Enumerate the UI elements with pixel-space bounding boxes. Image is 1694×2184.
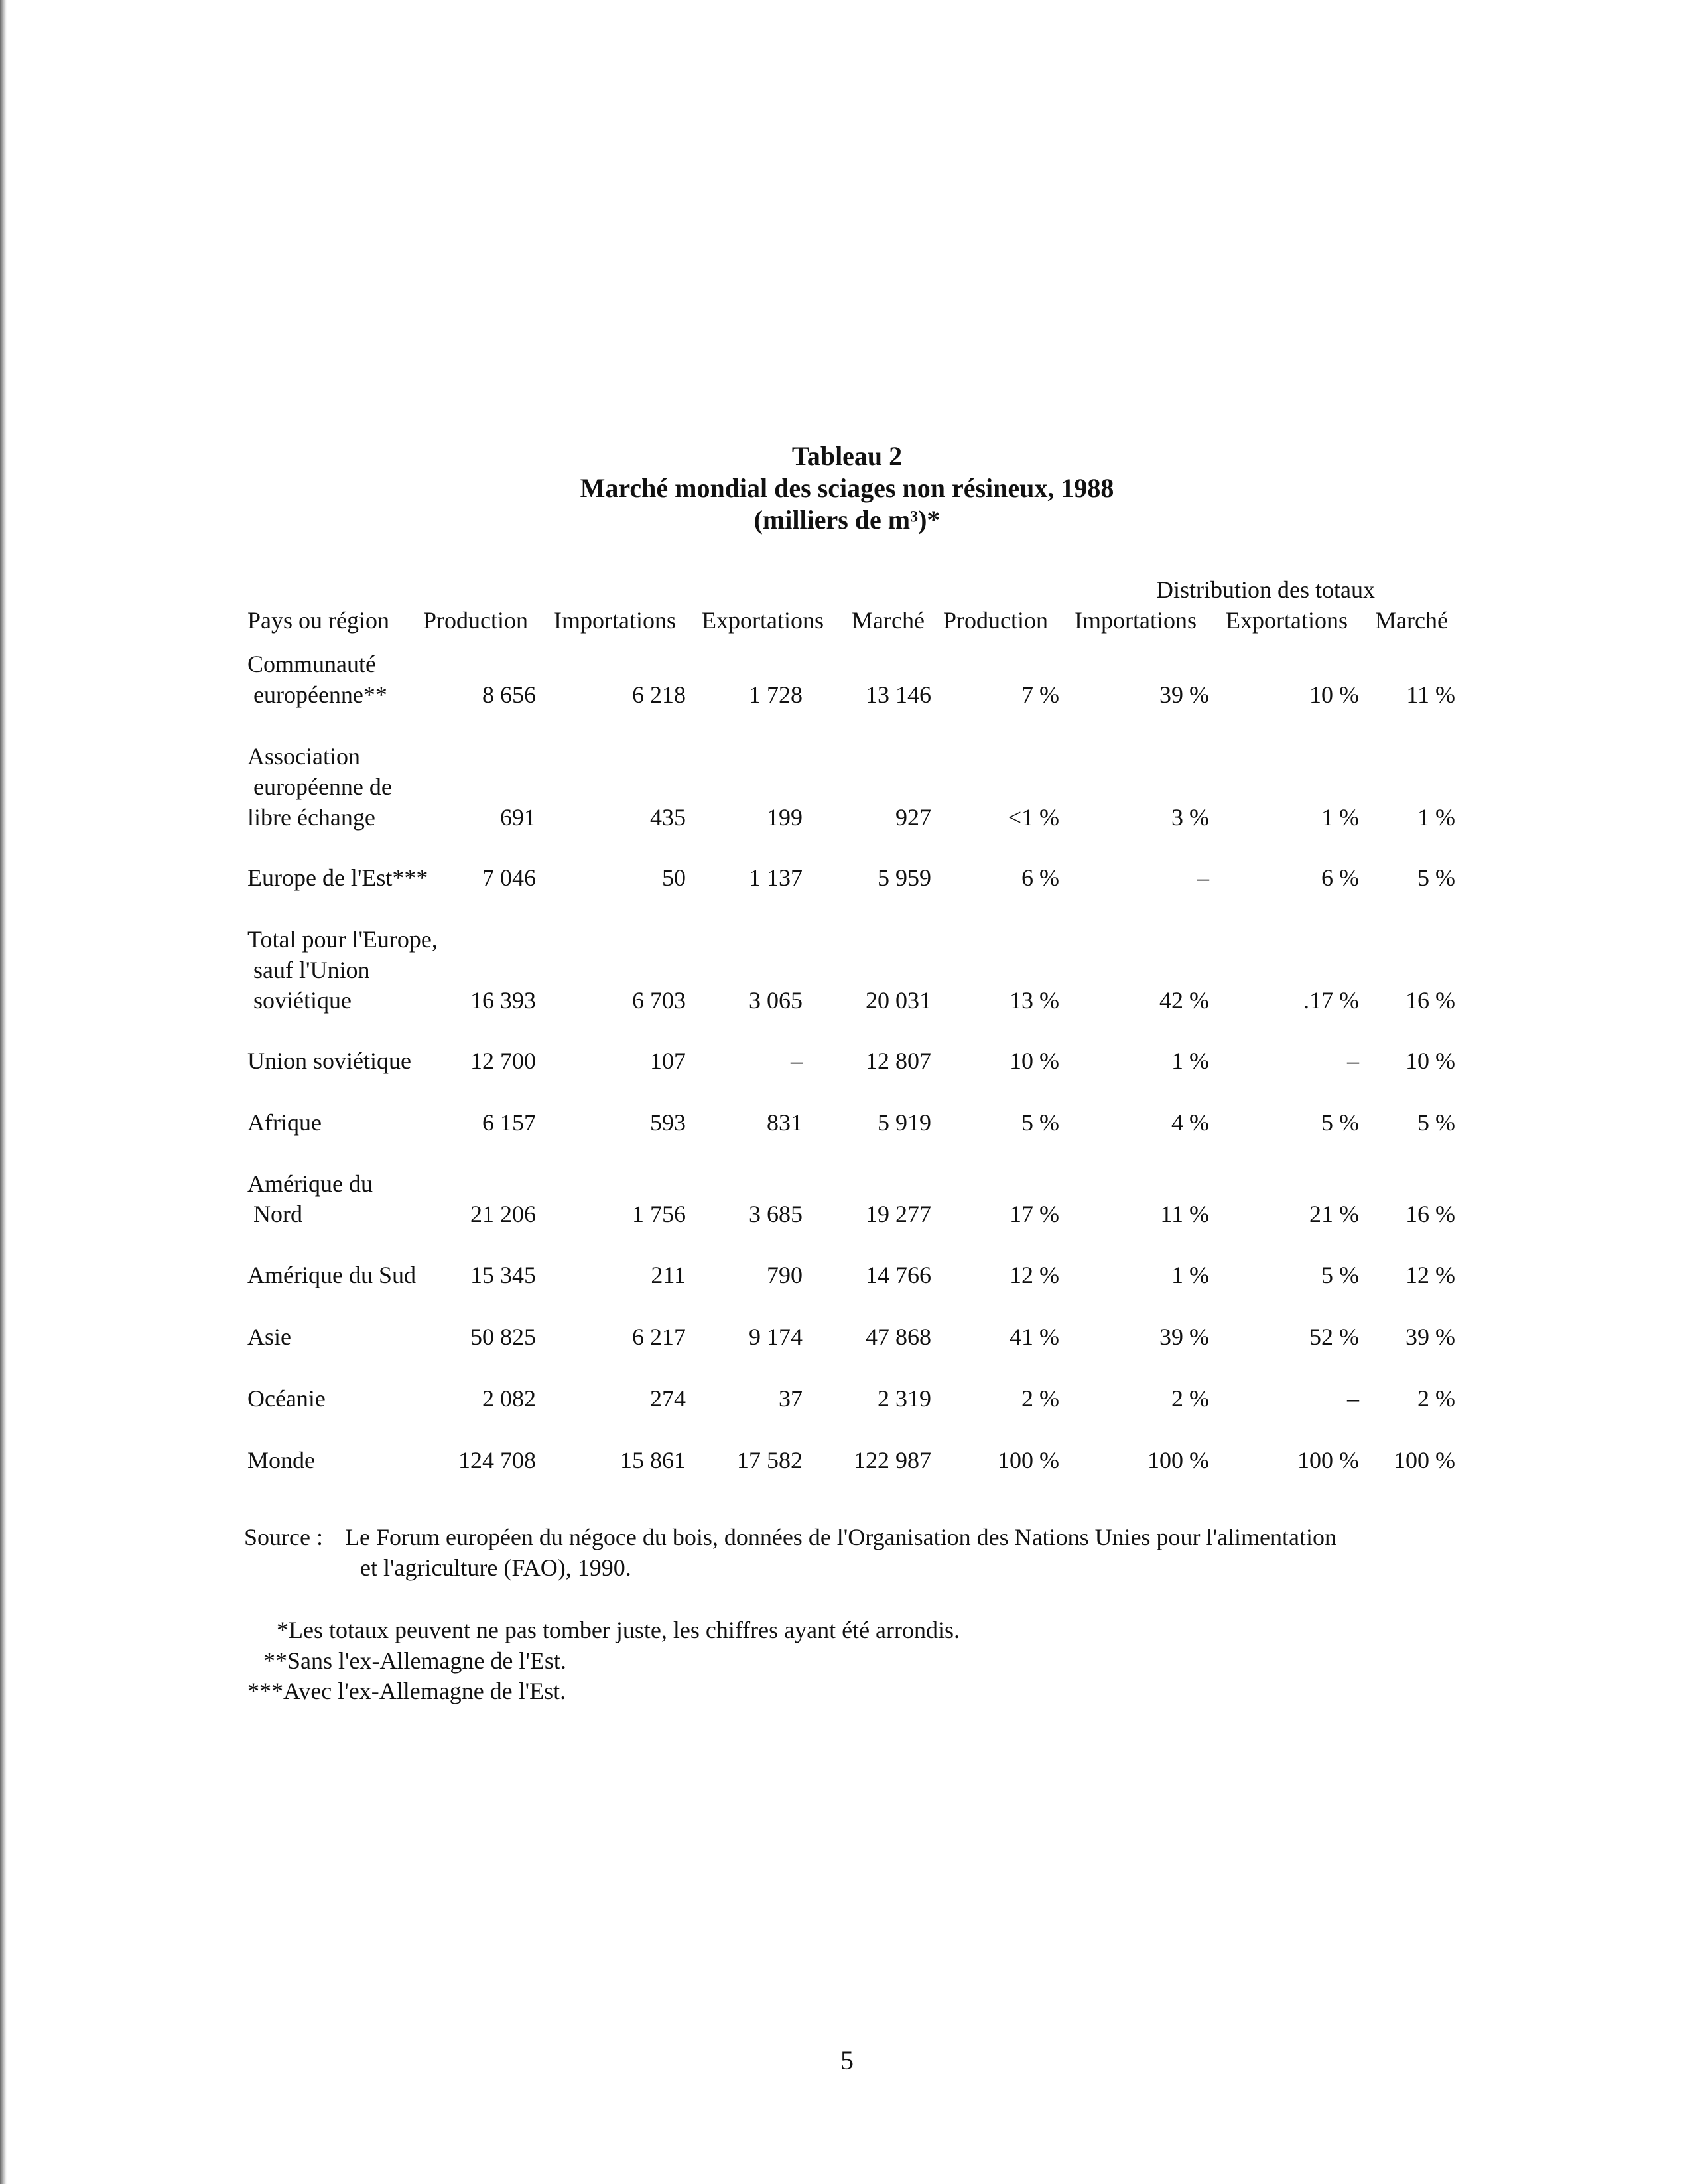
table-cell: 10 % [1010, 1048, 1059, 1074]
table-cell: <1 % [1008, 804, 1059, 831]
table-cell: 2 319 [878, 1385, 931, 1412]
table-cell: 20 031 [866, 987, 931, 1014]
row-label: Océanie [247, 1385, 326, 1412]
table-cell: 7 046 [482, 864, 536, 891]
table-cell: 21 206 [470, 1201, 536, 1227]
table-cell: 831 [767, 1109, 803, 1136]
row-label: soviétique [247, 987, 352, 1014]
table-cell: 6 157 [482, 1109, 536, 1136]
table-cell: 3 % [1171, 804, 1209, 831]
row-label: Asie [247, 1324, 291, 1350]
table-cell: 9 174 [749, 1324, 803, 1350]
table-cell: 12 700 [470, 1048, 536, 1074]
table-cell: 16 % [1405, 987, 1455, 1014]
table-cell: 2 % [1171, 1385, 1209, 1412]
source-label: Source : [244, 1524, 323, 1550]
row-label: Amérique du [247, 1170, 373, 1197]
table-cell: .17 % [1303, 987, 1359, 1014]
table-cell: 14 766 [866, 1262, 931, 1288]
table-cell: 100 % [1297, 1447, 1359, 1473]
table-cell: 790 [767, 1262, 803, 1288]
column-header: Marché [852, 607, 925, 634]
table-cell: 107 [650, 1048, 686, 1074]
table-cell: 6 218 [632, 681, 686, 708]
table-cell: 15 861 [620, 1447, 686, 1473]
table-cell: 13 146 [866, 681, 931, 708]
table-cell: 13 % [1010, 987, 1059, 1014]
table-cell: 1 % [1171, 1048, 1209, 1074]
table-cell: 211 [651, 1262, 686, 1288]
table-cell: 39 % [1159, 1324, 1209, 1350]
table-cell: 10 % [1405, 1048, 1455, 1074]
table-cell: 41 % [1010, 1324, 1059, 1350]
table-cell: 100 % [1147, 1447, 1209, 1473]
row-label: Afrique [247, 1109, 322, 1136]
table-cell: 1 % [1321, 804, 1359, 831]
table-cell: 11 % [1160, 1201, 1209, 1227]
table-cell: 5 919 [878, 1109, 931, 1136]
table-cell: 12 807 [866, 1048, 931, 1074]
row-label: Monde [247, 1447, 315, 1473]
table-cell: 1 756 [632, 1201, 686, 1227]
title-line-1: Tableau 2 [791, 441, 903, 471]
row-label: Europe de l'Est*** [247, 864, 428, 891]
table-cell: – [791, 1048, 803, 1074]
table-cell: 17 582 [737, 1447, 803, 1473]
footnote-3: ***Avec l'ex-Allemagne de l'Est. [247, 1678, 566, 1704]
table-cell: – [1347, 1048, 1359, 1074]
table-cell: 5 959 [878, 864, 931, 891]
table-cell: 6 % [1321, 864, 1359, 891]
row-label: Association [247, 743, 360, 770]
page-number: 5 [840, 2045, 854, 2075]
column-header: Exportations [1226, 607, 1348, 634]
table-cell: 2 % [1021, 1385, 1059, 1412]
table-cell: 927 [895, 804, 931, 831]
table-cell: 50 825 [470, 1324, 536, 1350]
row-label: Total pour l'Europe, [247, 926, 438, 953]
column-header: Marché [1375, 607, 1448, 634]
table-cell: 11 % [1406, 681, 1455, 708]
table-cell: 8 656 [482, 681, 536, 708]
column-header: Importations [1075, 607, 1197, 634]
column-header: Importations [554, 607, 676, 634]
table-cell: 274 [650, 1385, 686, 1412]
table-cell: 100 % [998, 1447, 1059, 1473]
table-cell: – [1347, 1385, 1359, 1412]
row-label: européenne** [247, 681, 387, 708]
footnote-2: **Sans l'ex-Allemagne de l'Est. [263, 1647, 566, 1674]
table-cell: 3 065 [749, 987, 803, 1014]
table-cell: 122 987 [854, 1447, 931, 1473]
table-cell: 1 % [1417, 804, 1455, 831]
title-line-3: (milliers de m³)* [753, 505, 941, 535]
row-label: Amérique du Sud [247, 1262, 416, 1288]
table-cell: 100 % [1394, 1447, 1455, 1473]
table-cell: 39 % [1159, 681, 1209, 708]
table-cell: 5 % [1417, 864, 1455, 891]
table-cell: 5 % [1321, 1109, 1359, 1136]
table-cell: 1 137 [749, 864, 803, 891]
table-cell: 4 % [1171, 1109, 1209, 1136]
table-cell: 47 868 [866, 1324, 931, 1350]
table-cell: 12 % [1405, 1262, 1455, 1288]
table-cell: 5 % [1321, 1262, 1359, 1288]
table-title [0, 441, 1694, 536]
table-cell: 3 685 [749, 1201, 803, 1227]
row-label: Communauté [247, 651, 376, 677]
table-cell: 52 % [1309, 1324, 1359, 1350]
row-label: Nord [247, 1201, 302, 1227]
table-cell: 39 % [1405, 1324, 1455, 1350]
table-cell: 16 393 [470, 987, 536, 1014]
table-cell: 593 [650, 1109, 686, 1136]
table-cell: 19 277 [866, 1201, 931, 1227]
table-cell: 17 % [1010, 1201, 1059, 1227]
table-cell: 6 217 [632, 1324, 686, 1350]
row-label: européenne de [247, 774, 392, 800]
table-cell: 7 % [1021, 681, 1059, 708]
table-cell: 12 % [1010, 1262, 1059, 1288]
column-header: Production [423, 607, 528, 634]
column-header: Exportations [702, 607, 824, 634]
table-cell: 199 [767, 804, 803, 831]
table-cell: 21 % [1309, 1201, 1359, 1227]
source-line-1: Le Forum européen du négoce du bois, données de l'Organisation des Nations Unies pour l'alimentation [345, 1524, 1336, 1550]
scan-edge [0, 0, 7, 2184]
table-cell: 16 % [1405, 1201, 1455, 1227]
table-cell: 6 % [1021, 864, 1059, 891]
table-cell: 6 703 [632, 987, 686, 1014]
table-cell: 124 708 [458, 1447, 536, 1473]
table-cell: 691 [500, 804, 536, 831]
title-line-2: Marché mondial des sciages non résineux, 1988 [580, 473, 1114, 503]
table-cell: 5 % [1417, 1109, 1455, 1136]
table-cell: 2 % [1417, 1385, 1455, 1412]
table-cell: 50 [662, 864, 686, 891]
table-cell: 435 [650, 804, 686, 831]
table-cell: 1 728 [749, 681, 803, 708]
table-cell: – [1197, 864, 1209, 891]
table-cell: 1 % [1171, 1262, 1209, 1288]
column-header: Pays ou région [247, 607, 389, 634]
column-header: Production [943, 607, 1048, 634]
table-cell: 42 % [1159, 987, 1209, 1014]
footnote-1: *Les totaux peuvent ne pas tomber juste, les chiffres ayant été arrondis. [277, 1617, 960, 1643]
table-cell: 15 345 [470, 1262, 536, 1288]
row-label: sauf l'Union [247, 957, 370, 983]
table-cell: 10 % [1309, 681, 1359, 708]
group-header: Distribution des totaux [1156, 577, 1375, 603]
row-label: libre échange [247, 804, 375, 831]
table-cell: 2 082 [482, 1385, 536, 1412]
row-label: Union soviétique [247, 1048, 411, 1074]
table-cell: 37 [779, 1385, 803, 1412]
table-cell: 5 % [1021, 1109, 1059, 1136]
source-line-2: et l'agriculture (FAO), 1990. [360, 1554, 631, 1581]
